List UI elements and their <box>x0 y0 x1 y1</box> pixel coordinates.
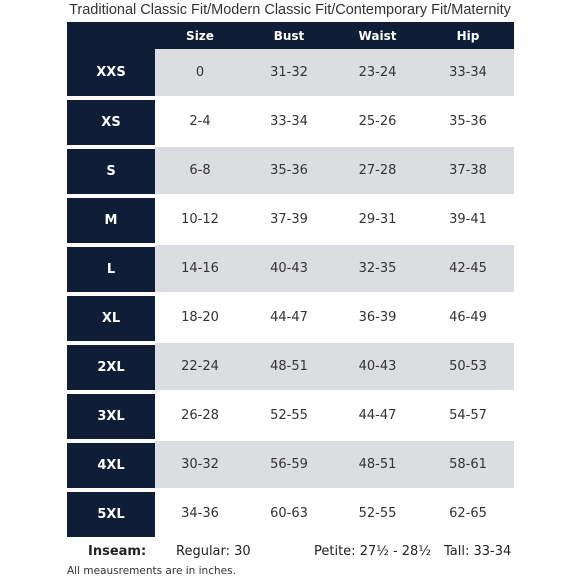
cell-bust: 44-47 <box>270 310 308 325</box>
header-size: Size <box>186 29 214 43</box>
cell-hip: 58-61 <box>449 457 487 472</box>
table-row <box>67 98 514 145</box>
cell-bust: 35-36 <box>270 163 308 178</box>
cell-size: 6-8 <box>189 163 211 178</box>
cell-waist: 44-47 <box>358 408 397 423</box>
cell-bust: 37-39 <box>270 212 308 227</box>
cell-hip: 62-65 <box>449 506 487 521</box>
table-row <box>67 245 514 292</box>
cell-size: 10-12 <box>181 212 219 227</box>
table-row <box>67 392 514 439</box>
cell-hip: 39-41 <box>449 212 487 227</box>
inseam-regular: Regular: 30 <box>176 544 251 559</box>
table-row <box>67 490 514 537</box>
cell-size: 22-24 <box>181 359 219 374</box>
cell-size: 14-16 <box>181 261 219 276</box>
row-label: M <box>67 196 155 243</box>
cell-waist: 25-26 <box>358 114 397 129</box>
row-label: 4XL <box>67 441 155 488</box>
cell-hip: 35-36 <box>449 114 487 129</box>
row-label: XL <box>67 294 155 341</box>
table-row <box>67 294 514 341</box>
cell-size: 26-28 <box>181 408 219 423</box>
cell-waist: 40-43 <box>358 359 397 374</box>
header-hip: Hip <box>456 29 480 43</box>
cell-bust: 31-32 <box>270 65 308 80</box>
cell-hip: 50-53 <box>449 359 487 374</box>
chart-title: Traditional Classic Fit/Modern Classic Fit/Contemporary Fit/Maternity <box>69 2 511 18</box>
table-row <box>67 49 514 96</box>
table-row <box>67 441 514 488</box>
cell-waist: 36-39 <box>358 310 397 325</box>
row-label: 5XL <box>67 490 155 537</box>
cell-waist: 32-35 <box>358 261 397 276</box>
cell-hip: 42-45 <box>449 261 487 276</box>
row-label: XS <box>67 98 155 145</box>
cell-bust: 40-43 <box>270 261 308 276</box>
cell-bust: 52-55 <box>270 408 308 423</box>
cell-bust: 33-34 <box>270 114 308 129</box>
cell-size: 0 <box>195 65 205 80</box>
header-bust: Bust <box>273 29 305 43</box>
cell-waist: 23-24 <box>358 65 397 80</box>
inseam-label: Inseam: <box>88 544 147 559</box>
table-row <box>67 343 514 390</box>
cell-bust: 60-63 <box>270 506 308 521</box>
row-label: 2XL <box>67 343 155 390</box>
inseam-tall: Tall: 33-34 <box>444 544 512 559</box>
cell-hip: 33-34 <box>449 65 487 80</box>
cell-bust: 48-51 <box>270 359 308 374</box>
cell-waist: 48-51 <box>358 457 397 472</box>
row-label: S <box>67 147 155 194</box>
cell-size: 18-20 <box>181 310 219 325</box>
row-label: XXS <box>67 49 155 96</box>
table-row <box>67 147 514 194</box>
cell-waist: 27-28 <box>358 163 397 178</box>
cell-waist: 29-31 <box>358 212 397 227</box>
row-label: L <box>67 245 155 292</box>
cell-size: 30-32 <box>181 457 219 472</box>
row-label: 3XL <box>67 392 155 439</box>
table-row <box>67 196 514 243</box>
header-waist: Waist <box>358 29 397 43</box>
inseam-petite: Petite: 27½ - 28½ <box>314 544 431 559</box>
size-table <box>67 22 514 539</box>
cell-waist: 52-55 <box>358 506 397 521</box>
cell-hip: 37-38 <box>449 163 487 178</box>
cell-bust: 56-59 <box>270 457 308 472</box>
cell-hip: 54-57 <box>449 408 487 423</box>
cell-size: 2-4 <box>189 114 211 129</box>
measurement-footnote: All meausrements are in inches. <box>67 565 236 577</box>
table-header-row <box>67 22 514 49</box>
cell-hip: 46-49 <box>449 310 487 325</box>
cell-size: 34-36 <box>181 506 219 521</box>
